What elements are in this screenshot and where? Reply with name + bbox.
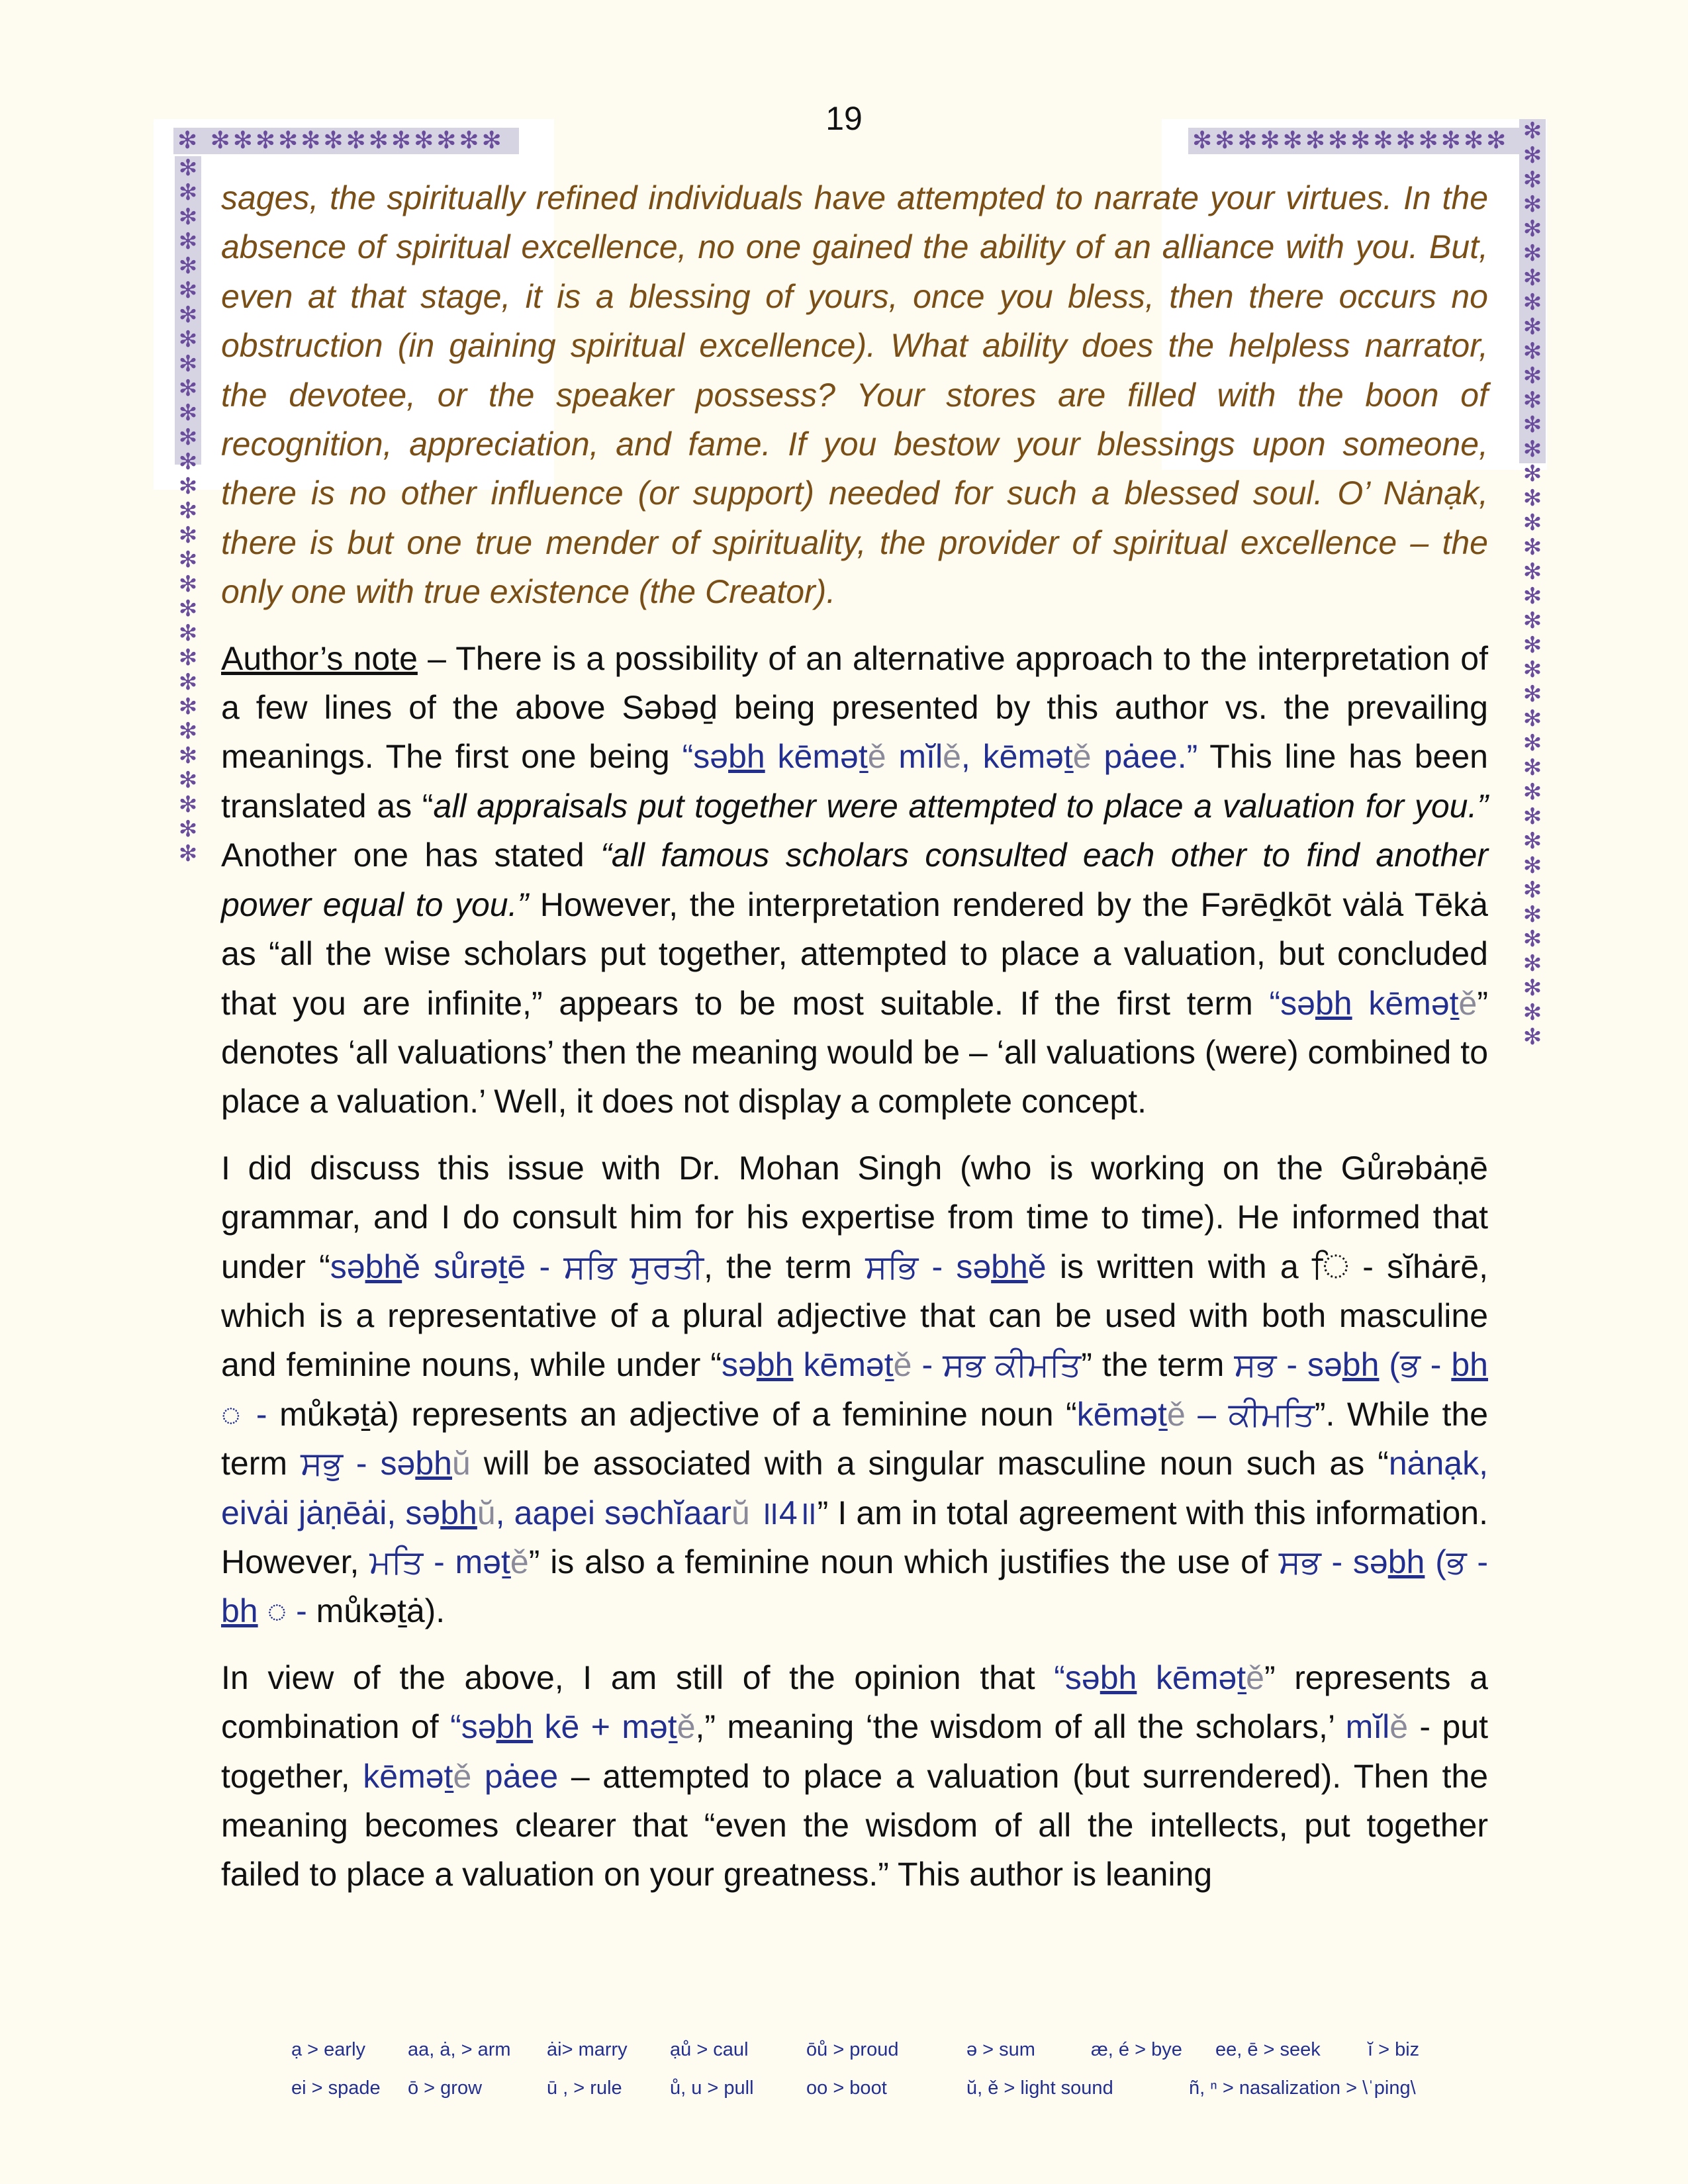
- text-run: - put together,: [221, 1708, 1488, 1795]
- flower-border-left: ✻ ✻ ✻ ✻ ✻ ✻ ✻ ✻ ✻ ✻ ✻ ✻ ✻ ✻ ✻ ✻ ✻ ✻ ✻ ✻ ✻ ✻ ✻ ✻ ✻ ✻ ✻ ✻ ✻: [175, 156, 201, 465]
- legend-item: ȧi> marry: [547, 2039, 628, 2060]
- page-number: 19: [825, 100, 863, 137]
- text-run: ” is also a feminine noun which justifies the use of: [528, 1543, 1279, 1580]
- text-run: ” the term: [1081, 1346, 1235, 1384]
- transliteration: “səbh kēməṯě mĭlě, kēməṯě pȧee.”: [682, 738, 1198, 776]
- transliteration: səbh kēməṯě - ਸਭ ਕੀਮਤਿ: [722, 1346, 1082, 1384]
- quoted-translation: “all famous scholars consulted each other to find another power equal to you.”: [221, 837, 1488, 923]
- text-run: This line has been translated as “: [221, 738, 1488, 825]
- text-run: However, the interpretation rendered by the Fərēḏkōt vȧlȧ Tēkȧ as “all the wise scholars put together, attempted to place a valuation, but concluded that you are infinite,” appears to be most suitable. If the first term: [221, 886, 1488, 1022]
- author-note-paragraph: [221, 634, 1488, 1126]
- legend-item: aa, ȧ, > arm: [408, 2039, 511, 2060]
- text-run: I did discuss this issue with Dr. Mohan Singh (who is working on the Gůrəbȧṇē grammar, and I do consult him for his expertise from time to time). He informed that under “: [221, 1149, 1488, 1285]
- transliteration: ਸਭਿ - səbhě: [865, 1248, 1047, 1285]
- transliteration: nȧnạk, eivȧi jȧṇēȧi, səbhŭ, aapei səchĭaarŭ ॥4॥: [221, 1445, 1488, 1531]
- transliteration: səbhě sůrəṯē - ਸਭਿ ਸੁਰਤੀ: [330, 1248, 704, 1285]
- text-run: ”. While the term: [221, 1395, 1489, 1482]
- transliteration: “səbh kēməṯě: [1054, 1659, 1264, 1696]
- legend-item: ñ, ⁿ > nasalization > \ˈping\: [1189, 2077, 1416, 2099]
- legend-item: ạů > caul: [670, 2039, 749, 2060]
- legend-item: ō > grow: [408, 2077, 483, 2099]
- flower-border-top-right: ✻✻✻✻✻✻✻✻✻✻✻✻✻✻: [1188, 128, 1519, 154]
- text-run: In view of the above, I am still of the opinion that: [221, 1659, 1055, 1696]
- verse-translation: sages, the spiritually refined individuals have attempted to narrate your virtues. In the absence of spiritual excellence, no one gained the ability of an alliance with you. But, even at that stage, it is a blessing of yours, once you bless, then there occurs no obstruction (in gaining spiritual excellence). What ability does the helpless narrator, the devotee, or the speaker possess? Your stores are filled with the boon of recognition, appreciation, and fame. If you bestow your blessings upon someone, there is no other influence (or support) needed for such a blessed soul. O’ Nȧnạk, there is but one true mender of spirituality, the provider of spiritual excellence – the only one with true existence (the Creator).: [221, 179, 1488, 611]
- author-note-heading: Author’s note: [221, 639, 418, 677]
- text-run: ” denotes ‘all valuations’ then the meaning would be – ‘all valuations (were) combined to place a valuation.’ Well, it does not display a complete concept.: [221, 984, 1488, 1120]
- text-run: is written with a ਿ - sĭhȧrē, which is a representative of a plural adjective that can be used with both masculine and feminine nouns, while under “: [221, 1248, 1488, 1384]
- paragraph-gap: [221, 617, 1488, 634]
- paragraph-gap: [221, 1636, 1488, 1653]
- legend-item: ĭ > biz: [1368, 2039, 1420, 2060]
- transliteration: ਸਭੁ - səbhŭ: [300, 1445, 471, 1482]
- legend-item: ə > sum: [966, 2039, 1035, 2060]
- main-content: [221, 173, 1488, 1899]
- legend-item: æ, é > bye: [1091, 2039, 1182, 2060]
- transliteration: kēməṯě – ਕੀਮਤਿ: [1076, 1395, 1315, 1433]
- text-run: Another one has stated: [221, 837, 601, 874]
- text-run: můkəṯȧ).: [306, 1592, 445, 1630]
- flower-border-top-left: ✻ ✻✻✻✻✻✻✻✻✻✻✻✻✻: [173, 128, 519, 154]
- quoted-translation: all appraisals put together were attempted to place a valuation for you.”: [433, 787, 1488, 825]
- text-run: ” I am in total agreement with this information. However,: [221, 1494, 1488, 1580]
- legend-item: ạ > early: [291, 2039, 366, 2060]
- transliteration: “səbh kē + məṯě: [450, 1708, 696, 1746]
- text-run: will be associated with a singular masculine noun such as “: [470, 1445, 1389, 1482]
- discussion-paragraph: [221, 1144, 1488, 1636]
- transliteration: ਸਭ - səbh (ਭ - bh ◌ -: [221, 1346, 1488, 1433]
- text-run: můkəṯȧ) represents an adjective of a feminine noun “: [267, 1395, 1077, 1433]
- legend-item: ee, ē > seek: [1215, 2039, 1321, 2060]
- text-run: , the term: [704, 1248, 866, 1285]
- legend-item: ū , > rule: [547, 2077, 622, 2099]
- text-run: – attempted to place a valuation (but surrendered). Then the meaning becomes clearer that “even the wisdom of all the intellects, put together failed to place a valuation on your greatness.” This author is leaning: [221, 1757, 1488, 1893]
- transliteration: mĭlě: [1345, 1708, 1409, 1746]
- flower-border-right: ✻ ✻ ✻ ✻ ✻ ✻ ✻ ✻ ✻ ✻ ✻ ✻ ✻ ✻ ✻ ✻ ✻ ✻ ✻ ✻ ✻ ✻ ✻ ✻ ✻ ✻ ✻ ✻ ✻ ✻ ✻ ✻ ✻ ✻ ✻ ✻ ✻ ✻: [1519, 119, 1546, 463]
- legend-item: ů, u > pull: [670, 2077, 754, 2099]
- text-run: – There is a possibility of an alternative approach to the interpretation of a few lines of the above Səbəḏ being presented by this author vs. the prevailing meanings. The first one being: [221, 639, 1488, 776]
- legend-item: ŭ, ě > light sound: [966, 2077, 1113, 2099]
- transliteration: “səbh kēməṯě: [1269, 984, 1477, 1022]
- text-run: ,” meaning ‘the wisdom of all the scholars,’: [695, 1708, 1346, 1746]
- legend-item: oo > boot: [806, 2077, 887, 2099]
- text-run: ” represents a combination of: [221, 1659, 1488, 1746]
- transliteration: kēməṯě pȧee: [363, 1757, 559, 1795]
- paragraph-gap: [221, 1126, 1488, 1144]
- legend-item: ei > spade: [291, 2077, 381, 2099]
- transliteration: ਮਤਿ - məṯě: [369, 1543, 529, 1580]
- conclusion-paragraph: [221, 1653, 1488, 1899]
- transliteration: ਸਭ - səbh (ਭ - bh ◌ -: [221, 1543, 1488, 1630]
- legend-item: ōů > proud: [806, 2039, 899, 2060]
